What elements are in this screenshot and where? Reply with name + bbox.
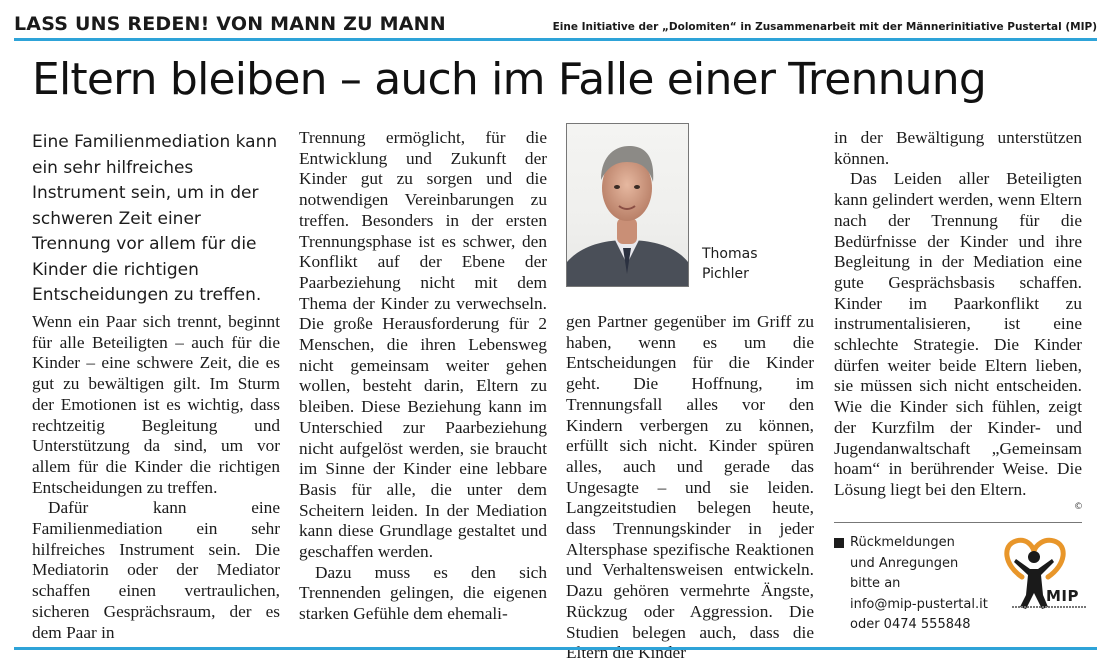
contact-line-2: und Anregungen <box>850 555 959 571</box>
contact-line-1: Rückmeldungen <box>850 535 955 550</box>
bottom-divider <box>14 647 1097 650</box>
body-column-3 <box>566 312 814 664</box>
paragraph: gen Partner gegenüber im Griff zu haben, wenn es um die Entscheidungen für die Kinder geht. Die Hoffnung, im Trennungsfall alles vor den Kindern verbergen zu können, erfüllt sich nicht. Kinder spüren alles, auch und gerade das Ungesagte – und sie leiden. Langzeitstudien belegen heute, dass Trennungskinder in jeder Altersphase spezifische Reaktionen und Verhaltensweisen entwickeln. Dazu gehören vermehrte Ängste, Rückzug oder Aggression. Die Studien belegen auch, dass die Eltern die Kinder <box>566 312 814 663</box>
portrait-icon <box>567 124 688 286</box>
contact-line-3: bitte an <box>850 576 901 591</box>
contact-divider <box>834 522 1082 523</box>
body-column-2 <box>299 128 547 625</box>
author-first-name: Thomas <box>702 246 758 262</box>
paragraph: Das Leiden aller Beteiligten kann gelindert werden, wenn Eltern nach der Trennung für die Bedürfnisse der Kinder und ihre Begleitung in der Mediation eine gute Gesprächsbasis schaffen. Kinder im Paarkonflikt zu instrumentalisieren, ist eine schlechte Strategie. Die Kinder dürfen weiter beide Eltern lieben, sie müssen sich nicht entscheiden. Wie die Kinder sich fühlen, zeigt der Kurzfilm der Kinder- und Jugendanwaltschaft „Gemeinsam hoam“ in berührender Weise. Die Lösung liegt bei den Eltern. <box>834 169 1082 499</box>
initiative-note: Eine Initiative der „Dolomiten“ in Zusammenarbeit mit der Männerinitiative Pustertal (MIP) <box>552 21 1097 33</box>
contact-phone: oder 0474 555848 <box>850 617 971 632</box>
logo-text: MIP <box>1046 587 1080 605</box>
author-caption <box>702 244 758 284</box>
body-column-1 <box>32 312 280 643</box>
body-column-4 <box>834 128 1082 501</box>
contact-box <box>834 533 988 636</box>
article-lead: Eine Familienmediation kann ein sehr hilfreiches Instrument sein, um in der schweren Zeit einer Trennung vor allem für die Kinder die richtigen Entscheidungen zu treffen. <box>32 132 278 305</box>
author-last-name: Pichler <box>702 266 749 282</box>
paragraph: Dafür kann eine Familienmediation ein sehr hilfreiches Instrument sein. Die Mediatorin oder der Mediator schaffen einen vertraulichen, sicheren Gesprächsraum, der es dem Paar in <box>32 498 280 642</box>
logo-tagline <box>1012 606 1086 608</box>
author-photo <box>566 123 689 287</box>
square-bullet-icon <box>834 538 844 548</box>
paragraph: Dazu muss es den sich Trennenden gelingen, die eigenen starken Gefühle dem ehemali- <box>299 562 547 624</box>
contact-email[interactable]: info@mip-pustertal.it <box>850 596 988 612</box>
header-bar <box>14 12 1097 41</box>
paragraph: Wenn ein Paar sich trennt, beginnt für alle Beteiligten – auch für die Kinder – eine schwere Zeit, die es gut zu bewältigen gilt. Im Sturm der Emotionen ist es wichtig, dass rechtzeitig Begleitung und Unterstützung da sind, um vor allem für die Kinder die richtigen Entscheidungen zu treffen. <box>32 312 280 497</box>
article-headline: Eltern bleiben – auch im Falle einer Trennung <box>32 54 986 105</box>
paragraph: in der Bewältigung unterstützen können. <box>834 128 1082 168</box>
paragraph: Trennung ermöglicht, für die Entwicklung und Zukunft der Kinder gut zu sorgen und die notwendigen Vereinbarungen zu treffen. Besonders in der ersten Trennungsphase ist es schwer, den Konflikt auf der Ebene der Paarbeziehung nicht mit dem Thema der Kinder zu verwechseln. Die große Herausforderung für 2 Menschen, die ihren Lebensweg nicht gemeinsam weiter gehen wollen, besteht darin, Eltern zu bleiben. Diese Beziehung kann im Unterschied zur Paarbeziehung nicht aufgelöst werden, sie braucht im Sinne der Kinder eine lebbare Basis für alle, die unter dem Scheitern leiden. In der Mediation kann diese Grundlage gestaltet und geschaffen werden. <box>299 128 547 562</box>
copyright-mark: © <box>1074 502 1083 512</box>
series-title: LASS UNS REDEN! VON MANN ZU MANN <box>14 13 446 35</box>
